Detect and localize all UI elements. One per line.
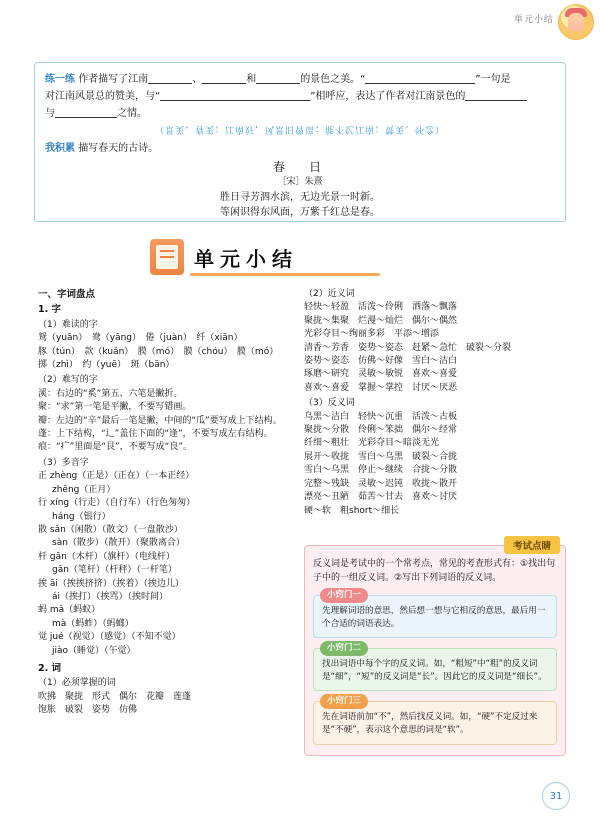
polyphone-reading-a: gān（木杆）（旗杆）（电线杆） <box>49 551 175 562</box>
group-polyphone-title: （3）多音字 <box>38 457 89 468</box>
polyphone-reading-b-wrap <box>52 511 288 524</box>
antonym-row: 漂亮～丑陋 茹苦～甘去 喜欢～讨厌 <box>304 492 458 503</box>
tip-1-label: 小窍门一 <box>320 588 368 603</box>
page-number: 31 <box>542 782 570 810</box>
exercise-text-5: ”相呼应，表达了作者对江南景色的 <box>310 91 466 102</box>
exercise-label: 练一练 <box>45 74 75 85</box>
heading-zi: 1. 字 <box>38 304 62 316</box>
polyphone-item <box>38 631 288 644</box>
accumulate-label: 我积累 <box>45 143 75 154</box>
antonym-row: 雪白～乌黑 停止～继续 合拢～分散 <box>304 465 458 476</box>
exam-tip-section <box>304 541 566 756</box>
exercise-sep-1: 、 <box>192 74 203 85</box>
right-column <box>304 288 566 518</box>
polyphone-reading-b: sàn（散步）（散开）（聚散离合） <box>52 538 185 549</box>
polyphone-reading-a: xíng（行走）（自行车）（行色匆匆） <box>49 498 196 509</box>
tip-2-label: 小窍门二 <box>320 641 368 656</box>
polyphone-reading-b: zhēng（正月） <box>52 484 116 495</box>
blank-6 <box>465 89 527 101</box>
heading-ci: 2. 词 <box>38 662 62 674</box>
polyphone-reading-b: mà（蚂蚱）（蚂螂） <box>52 618 134 629</box>
polyphone-char: 正 <box>38 471 48 482</box>
hard-write-line-3: 瓣：左边的“辛”最后一笔是撇，中间的“瓜”要写成上下结构。 <box>38 415 282 426</box>
polyphone-reading-b-wrap <box>52 537 288 550</box>
page-title: 单元小结 <box>194 247 298 271</box>
exercise-text-1: 作者描写了江南 <box>78 74 149 85</box>
polyphone-item <box>38 551 288 564</box>
hard-read-line-1: 鸳（yuān） 鸯（yāng） 倦（juàn） 纤（xiān） <box>38 333 243 344</box>
polyphone-reading-b: jiào（睡觉）（午觉） <box>52 645 136 656</box>
exercise-text-7: 之情。 <box>117 108 147 119</box>
tip-2-text: 找出词语中每个字的反义词。如，“粗短”中“粗”的反义词是“细”，“短”的反义词是“长”。因此它的反义词是“细长”。 <box>322 659 547 682</box>
group-hard-read-title: （1）难读的字 <box>38 319 98 330</box>
antonym-row: 硬～软 粗short～细长 <box>304 505 400 516</box>
antonym-row: 聚拢～分散 伶俐～笨拙 偶尔～经常 <box>304 425 458 436</box>
exercise-text-3: ”一句是 <box>475 74 511 85</box>
group-synonym-title: （2）近义词 <box>304 289 355 299</box>
polyphone-char: 散 <box>38 524 48 535</box>
blank-4 <box>365 72 475 84</box>
accumulate-line <box>45 140 555 157</box>
exam-tip-body <box>304 545 566 756</box>
unit-heading <box>150 243 450 277</box>
synonym-row: 光彩夺目～绚丽多彩 平添～增添 <box>304 329 440 340</box>
left-column <box>38 288 288 718</box>
tip-1-text: 先理解词语的意思，然后想一想与它相反的意思，最后用一个合适的词语表达。 <box>322 606 546 629</box>
tip-card-2 <box>313 643 557 691</box>
book-badge-icon <box>150 239 184 275</box>
polyphone-char: 行 <box>38 498 48 509</box>
exercise-box <box>34 62 566 222</box>
polyphone-item <box>38 470 288 483</box>
exercise-text-2: 的景色之美。“ <box>300 74 366 85</box>
polyphone-reading-a: zhèng（正是）（正在）（一本正经） <box>49 471 195 482</box>
group-hard-write-title: （2）难写的字 <box>38 375 98 386</box>
polyphone-reading-b-wrap <box>52 484 288 497</box>
synonym-row: 清香～芳香 姿势～姿态 赶紧～急忙 破裂～分裂 <box>304 342 512 353</box>
tip-card-3 <box>313 696 557 744</box>
poem-author: ［宋］朱熹 <box>277 177 323 187</box>
synonym-row: 姿势～姿态 仿佛～好像 雪白～洁白 <box>304 356 458 367</box>
polyphone-item <box>38 578 288 591</box>
polyphone-reading-a: āi（挨挨挤挤）（挨着）（挨边儿） <box>49 578 184 589</box>
exam-tip-badge: 考试点睛 <box>504 536 560 554</box>
blank-5 <box>160 89 310 101</box>
antonym-row: 乌黑～洁白 轻快～沉重 活泼～古板 <box>304 411 458 422</box>
hard-write-line-2: 聚：“求”第一笔是平撇，不要写错画。 <box>38 402 192 413</box>
group-antonym-title: （3）反义词 <box>304 398 355 409</box>
polyphone-char: 杆 <box>38 551 48 562</box>
hard-write-line-4: 蓬：上下结构，“辶”盖住下面的“逢”，不要写成左右结构。 <box>38 429 273 440</box>
tip-3-text: 先在词语前加“不”，然后找反义词。如，“硬”不定反过来是“不硬”，表示这个意思的词是“软”。 <box>322 712 538 735</box>
exercise-line-3 <box>45 105 555 122</box>
polyphone-char: 挨 <box>38 578 48 589</box>
must-know-line-2: 饱胀 破裂 姿势 仿佛 <box>38 705 138 716</box>
polyphone-reading-a: mǎ（蚂蚁） <box>49 605 101 616</box>
synonym-row: 喜欢～喜爱 掌握～掌控 讨厌～厌恶 <box>304 382 458 393</box>
title-underline <box>190 273 380 276</box>
antonym-row: 完整～残缺 灵敏～迟钝 收拢～散开 <box>304 478 458 489</box>
polyphone-reading-b-wrap <box>52 564 288 577</box>
section-title-1: 一、字词盘点 <box>38 289 96 300</box>
blank-1 <box>148 72 192 84</box>
exercise-line-2 <box>45 88 555 105</box>
blank-3 <box>256 72 300 84</box>
hard-read-line-3: 掷（zhì） 约（yuē） 斑（bān） <box>38 360 175 371</box>
synonym-row: 琢磨～研究 灵敏～敏锐 喜欢～喜爱 <box>304 369 458 380</box>
polyphone-item <box>38 604 288 617</box>
group-must-know-title: （1）必须掌握的词 <box>38 678 116 689</box>
tip-3-label: 小窍门三 <box>320 694 368 709</box>
synonym-row: 聚拢～集聚 烂漫～灿烂 偶尔～偶然 <box>304 315 458 326</box>
synonym-row: 轻快～轻盈 活泼～伶俐 洒落～飘落 <box>304 302 458 313</box>
poem <box>45 160 555 220</box>
polyphone-reading-b: háng（银行） <box>52 511 111 522</box>
exercise-text-4: 对江南风景总的赞美，与“ <box>45 91 161 102</box>
hard-write-line-5: 痕：“疒”里面是“艮”，不要写成“良”。 <box>38 442 192 453</box>
polyphone-reading-b-wrap <box>52 618 288 631</box>
poem-line-2: 等闲识得东风面，万紫千红总是春。 <box>220 207 380 218</box>
accumulate-text: 描写春天的古诗。 <box>78 143 159 154</box>
corner-tab-label: 单元小结 <box>513 15 554 25</box>
polyphone-char: 蚂 <box>38 605 48 616</box>
polyphone-item <box>38 497 288 510</box>
polyphone-item <box>38 524 288 537</box>
antonym-row: 展开～收拢 雪白～乌黑 破裂～合拢 <box>304 451 458 462</box>
tip-card-1 <box>313 590 557 638</box>
blank-2 <box>202 72 246 84</box>
hard-write-line-1: 溪：右边的“奚”第五、六笔是撇折。 <box>38 388 183 399</box>
exercise-line-1 <box>45 71 555 88</box>
polyphone-reading-a: jué（视觉）（感觉）（不知不觉） <box>49 632 181 643</box>
book-character-icon <box>558 4 594 40</box>
exercise-text-6: 与 <box>45 108 55 119</box>
must-know-line-1: 吹拂 聚拢 形式 偶尔 花瓣 莲蓬 <box>38 691 192 702</box>
poem-title: 春 日 <box>272 160 327 174</box>
polyphone-reading-b: gǎn（笔杆）（杆秤）（一杆笔） <box>52 565 177 576</box>
polyphone-char: 觉 <box>38 632 48 643</box>
polyphone-reading-b-wrap <box>52 591 288 604</box>
blank-7 <box>55 106 117 118</box>
corner-tab <box>470 0 600 40</box>
poem-line-1: 胜日寻芳泗水滨，无边光景一时新。 <box>220 192 380 203</box>
antonym-row: 纤细～粗壮 光彩夺目～暗淡无光 <box>304 438 440 449</box>
polyphone-reading-b-wrap <box>52 645 288 658</box>
exercise-answer: （景美、春美；江南好，风景旧曾谙；能不忆江南；赞美、怀念） <box>154 124 445 134</box>
polyphone-reading-a: sǎn（闲散）（散文）（一盘散沙） <box>49 524 183 535</box>
exercise-sep-2: 和 <box>246 74 257 85</box>
hard-read-line-2: 豚（tún） 款（kuǎn） 膜（mó） 膜（chóu） 膜（mó） <box>38 346 279 357</box>
exam-tip-text: 反义词是考试中的一个常考点，常见的考查形式有：①找出句子中的一组反义词。②写出下列词语的反义词。 <box>313 559 556 583</box>
polyphone-reading-b: ái（挨打）（挨骂）（挨时间） <box>52 591 169 602</box>
